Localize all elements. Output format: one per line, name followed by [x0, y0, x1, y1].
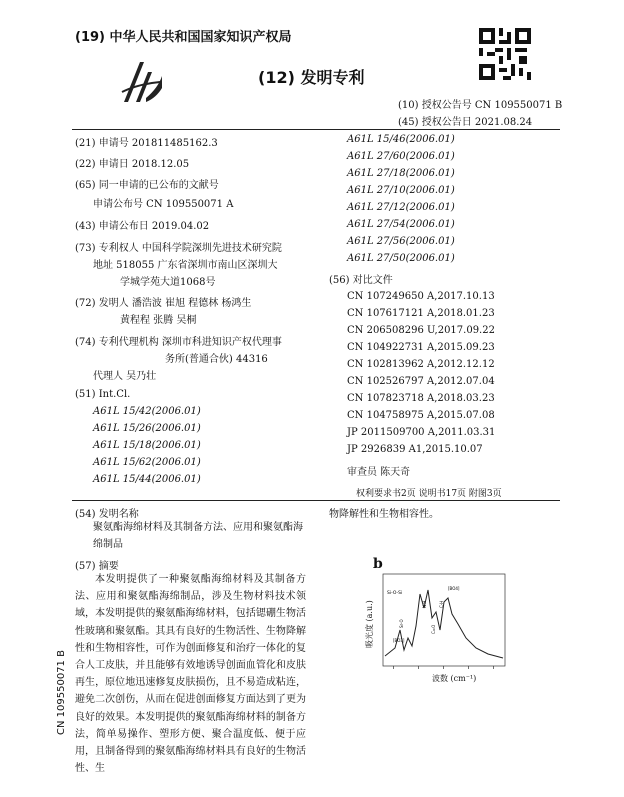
grant-date: (45) 授权公告日 2021.08.24	[398, 117, 533, 128]
int-cl-item: A61L 15/42(2006.01)	[93, 406, 201, 417]
abstract-label: (57) 摘要	[75, 561, 119, 572]
cited-item: CN 107617121 A,2018.01.23	[347, 308, 495, 319]
publication-date: (43) 申请公布日 2019.04.02	[75, 221, 210, 232]
pages-info: 权利要求书2页 说明书17页 附图3页	[356, 489, 502, 499]
header-rule	[72, 129, 560, 130]
annotation-c-o: C=O	[431, 624, 436, 634]
section-rule	[72, 500, 560, 501]
prior-publication-number: 申请公布号 CN 109550071 A	[93, 199, 234, 210]
cited-item: CN 104922731 A,2015.09.23	[347, 342, 495, 353]
figure-xlabel: 波数 (cm⁻¹)	[432, 674, 477, 683]
cited-item: CN 102813962 A,2012.12.12	[347, 359, 495, 370]
ipc-item: A61L 27/56(2006.01)	[347, 236, 455, 247]
agency-line-2: 务所(普通合伙) 44316	[165, 354, 268, 365]
annotation-si-o-si: Si-O-Si	[387, 591, 403, 596]
address-line-2: 学城学苑大道1068号	[120, 277, 216, 288]
cited-heading: (56) 对比文件	[329, 275, 393, 286]
agency-line-1: (74) 专利代理机构 深圳市科进知识产权代理事	[75, 337, 282, 348]
int-cl-item: A61L 15/18(2006.01)	[93, 440, 201, 451]
agent: 代理人 吴乃壮	[93, 371, 157, 382]
cited-item: CN 107823718 A,2018.03.23	[347, 393, 495, 404]
ipc-item: A61L 15/46(2006.01)	[347, 134, 455, 145]
grant-number: (10) 授权公告号 CN 109550071 B	[398, 100, 563, 111]
patentee: (73) 专利权人 中国科学院深圳先进技术研究院	[75, 243, 282, 254]
cnipa-emblem	[118, 58, 166, 108]
side-publication-number: CN 109550071 B	[56, 650, 67, 735]
figure-panel-label: b	[373, 556, 383, 572]
ipc-item: A61L 27/18(2006.01)	[347, 168, 455, 179]
cited-item: CN 206508296 U,2017.09.22	[347, 325, 495, 336]
inventors-line-1: (72) 发明人 潘浩波 崔旭 程德林 杨鸿生	[75, 298, 252, 309]
address-line-1: 地址 518055 广东省深圳市南山区深圳大	[93, 260, 278, 271]
application-number: (21) 申请号 201811485162.3	[75, 138, 218, 149]
ipc-item: A61L 27/60(2006.01)	[347, 151, 455, 162]
invention-title: 聚氨酯海绵材料及其制备方法、应用和聚氨酯海绵制品	[93, 522, 303, 550]
int-cl-item: A61L 15/62(2006.01)	[93, 457, 201, 468]
int-cl-item: A61L 15/44(2006.01)	[93, 474, 201, 485]
figure-ylabel: 吸光度 (a.u.)	[365, 600, 374, 648]
office-name: (19) 中华人民共和国国家知识产权局	[75, 30, 292, 45]
annotation-sr-o: Sr-O	[399, 619, 404, 628]
abstract-paragraph: 本发明提供了一种聚氨酯海绵材料及其制备方法、应用和聚氨酯海绵制品，涉及生物材料技术领域，本发明提供的聚氨酯海绵材料，包括锶硼生物活性玻璃和聚氨酯。其具有良好的生物活性、生物降解性和生物相容性，可作为创面修复和治疗一体化的复合人工皮肤，并且能够有效地诱导创面血管化和皮肤再生，原位地迅速修复皮肤损伤，且不易造成粘连，避免二次创伤，从而在促进创面修复方面达到了更为良好的效果。本发明提供的聚氨酯海绵材料的制备方法，简单易操作、塑形方便、聚合温度低、便于应用，且制备得到的聚氨酯海绵材料具有良好的生物活性、生	[75, 574, 306, 775]
int-cl-heading: (51) Int.Cl.	[75, 389, 131, 400]
cited-item: JP 2011509700 A,2011.03.31	[347, 427, 496, 438]
ftir-figure	[360, 568, 510, 683]
cited-item: CN 104758975 A,2015.07.08	[347, 410, 495, 421]
annotation-bo4: [BO4]	[448, 586, 460, 591]
title-label: (54) 发明名称	[75, 509, 139, 520]
ipc-item: A61L 27/50(2006.01)	[347, 253, 455, 264]
annotation-bo3: [BO3]	[393, 638, 405, 643]
abstract-continuation: 物降解性和生物相容性。	[329, 509, 439, 520]
inventors-line-2: 黄程程 张腾 吴桐	[120, 315, 197, 326]
doc-kind: (12) 发明专利	[258, 68, 365, 87]
ipc-item: A61L 27/10(2006.01)	[347, 185, 455, 196]
cited-item: JP 2926839 A1,2015.10.07	[347, 444, 483, 455]
prior-publication: (65) 同一申请的已公布的文献号	[75, 180, 219, 191]
annotation-n-h: N-H	[422, 600, 427, 608]
application-date: (22) 申请日 2018.12.05	[75, 159, 190, 170]
int-cl-item: A61L 15/26(2006.01)	[93, 423, 201, 434]
annotation-c-h: C-H	[439, 600, 444, 608]
cited-item: CN 102526797 A,2012.07.04	[347, 376, 495, 387]
ipc-item: A61L 27/54(2006.01)	[347, 219, 455, 230]
abstract-text	[75, 571, 306, 777]
qr-code	[479, 28, 531, 80]
ipc-item: A61L 27/12(2006.01)	[347, 202, 455, 213]
cited-item: CN 107249650 A,2017.10.13	[347, 291, 495, 302]
examiner: 审查员 陈天奇	[347, 467, 411, 478]
